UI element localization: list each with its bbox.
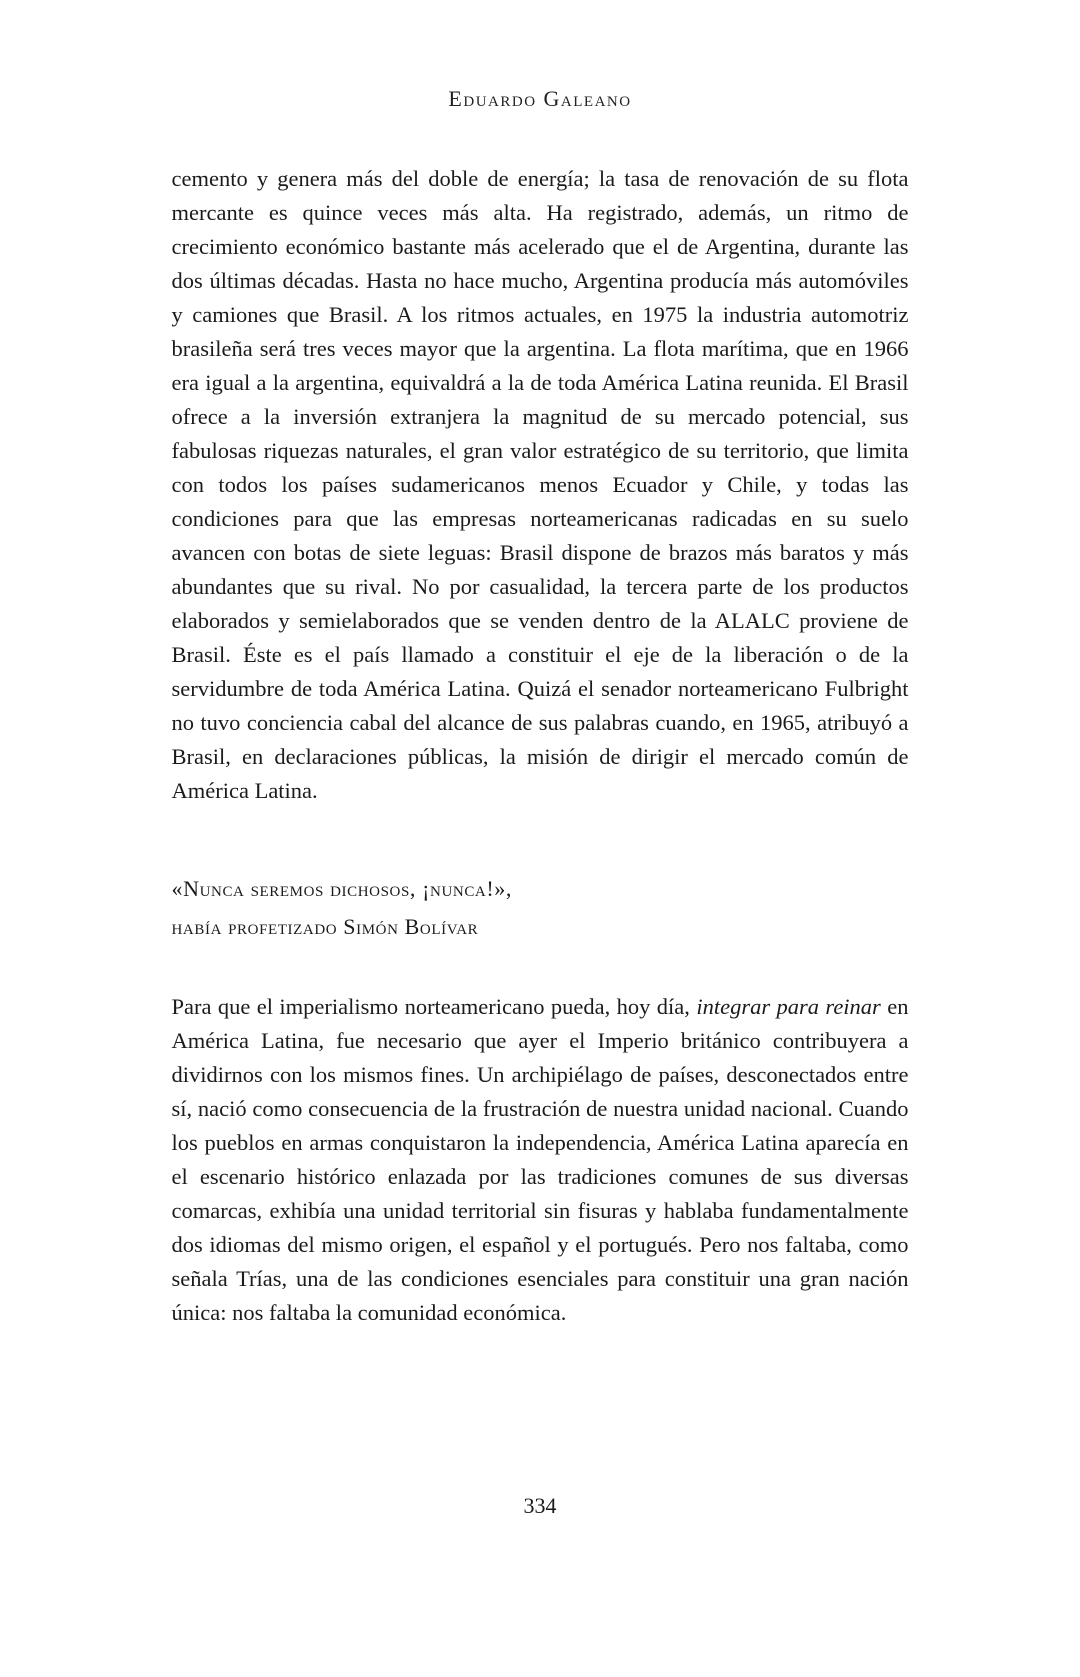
text-run: en América Latina, fue necesario que ayer el Imperio británico contribuyera a dividirnos con los mismos fines. Un archipiélago de países, desconectados entre sí, nació como consecuencia de la frustración de nuestra unidad nacional. Cuando los pueblos en armas conquistaron la independencia, América Latina aparecía en el escenario histórico enlazada por las tradiciones comunes de sus diversas comarcas, exhibía una unidad territorial sin fisuras y hablaba fundamentalmente dos idiomas del mismo origen, el español y el portugués. Pero nos faltaba, como señala Trías, una de las condiciones esenciales para constituir una gran nación única: nos faltaba la comunidad económica. bbox=[171, 994, 909, 1325]
page-number: 334 bbox=[523, 1493, 557, 1518]
section-heading bbox=[172, 870, 909, 946]
section-heading-line2: había profetizado Simón Bolívar bbox=[171, 914, 479, 939]
running-header: Eduardo Galeano bbox=[448, 86, 632, 111]
paragraph-imperialismo bbox=[172, 990, 909, 1330]
paragraph-brasil: cemento y genera más del doble de energía; la tasa de renovación de su flota mercante es quince veces más alta. Ha registrado, además, un ritmo de crecimiento económico bastante más acelerado que el de Argentina, durante las dos últimas décadas. Hasta no hace mucho, Argentina producía más automóviles y camiones que Brasil. A los ritmos actuales, en 1975 la industria automotriz brasileña será tres veces mayor que la argentina. La flota marítima, que en 1966 era igual a la argentina, equivaldrá a la de toda América Latina reunida. El Brasil ofrece a la inversión extranjera la magnitud de su mercado potencial, sus fabulosas riquezas naturales, el gran valor estratégico de su territorio, que limita con todos los países sudamericanos menos Ecuador y Chile, y todas las condiciones para que las empresas norteamericanas radicadas en su suelo avancen con botas de siete leguas: Brasil dispone de brazos más baratos y más abundantes que su rival. No por casualidad, la tercera parte de los productos elaborados y semielaborados que se venden dentro de la ALALC proviene de Brasil. Éste es el país llamado a constituir el eje de la liberación o de la servidumbre de toda América Latina. Quizá el senador norteamericano Fulbright no tuvo conciencia cabal del alcance de sus palabras cuando, en 1965, atribuyó a Brasil, en declaraciones públicas, la misión de dirigir el mercado común de América Latina. bbox=[171, 166, 909, 803]
section-heading-line1: «Nunca seremos dichosos, ¡nunca!», bbox=[171, 876, 512, 901]
text-run: Para que el imperialismo norteamericano pueda, hoy día, bbox=[171, 994, 697, 1019]
italic-text-run: integrar para reinar bbox=[696, 994, 881, 1019]
text-block bbox=[172, 162, 909, 1330]
